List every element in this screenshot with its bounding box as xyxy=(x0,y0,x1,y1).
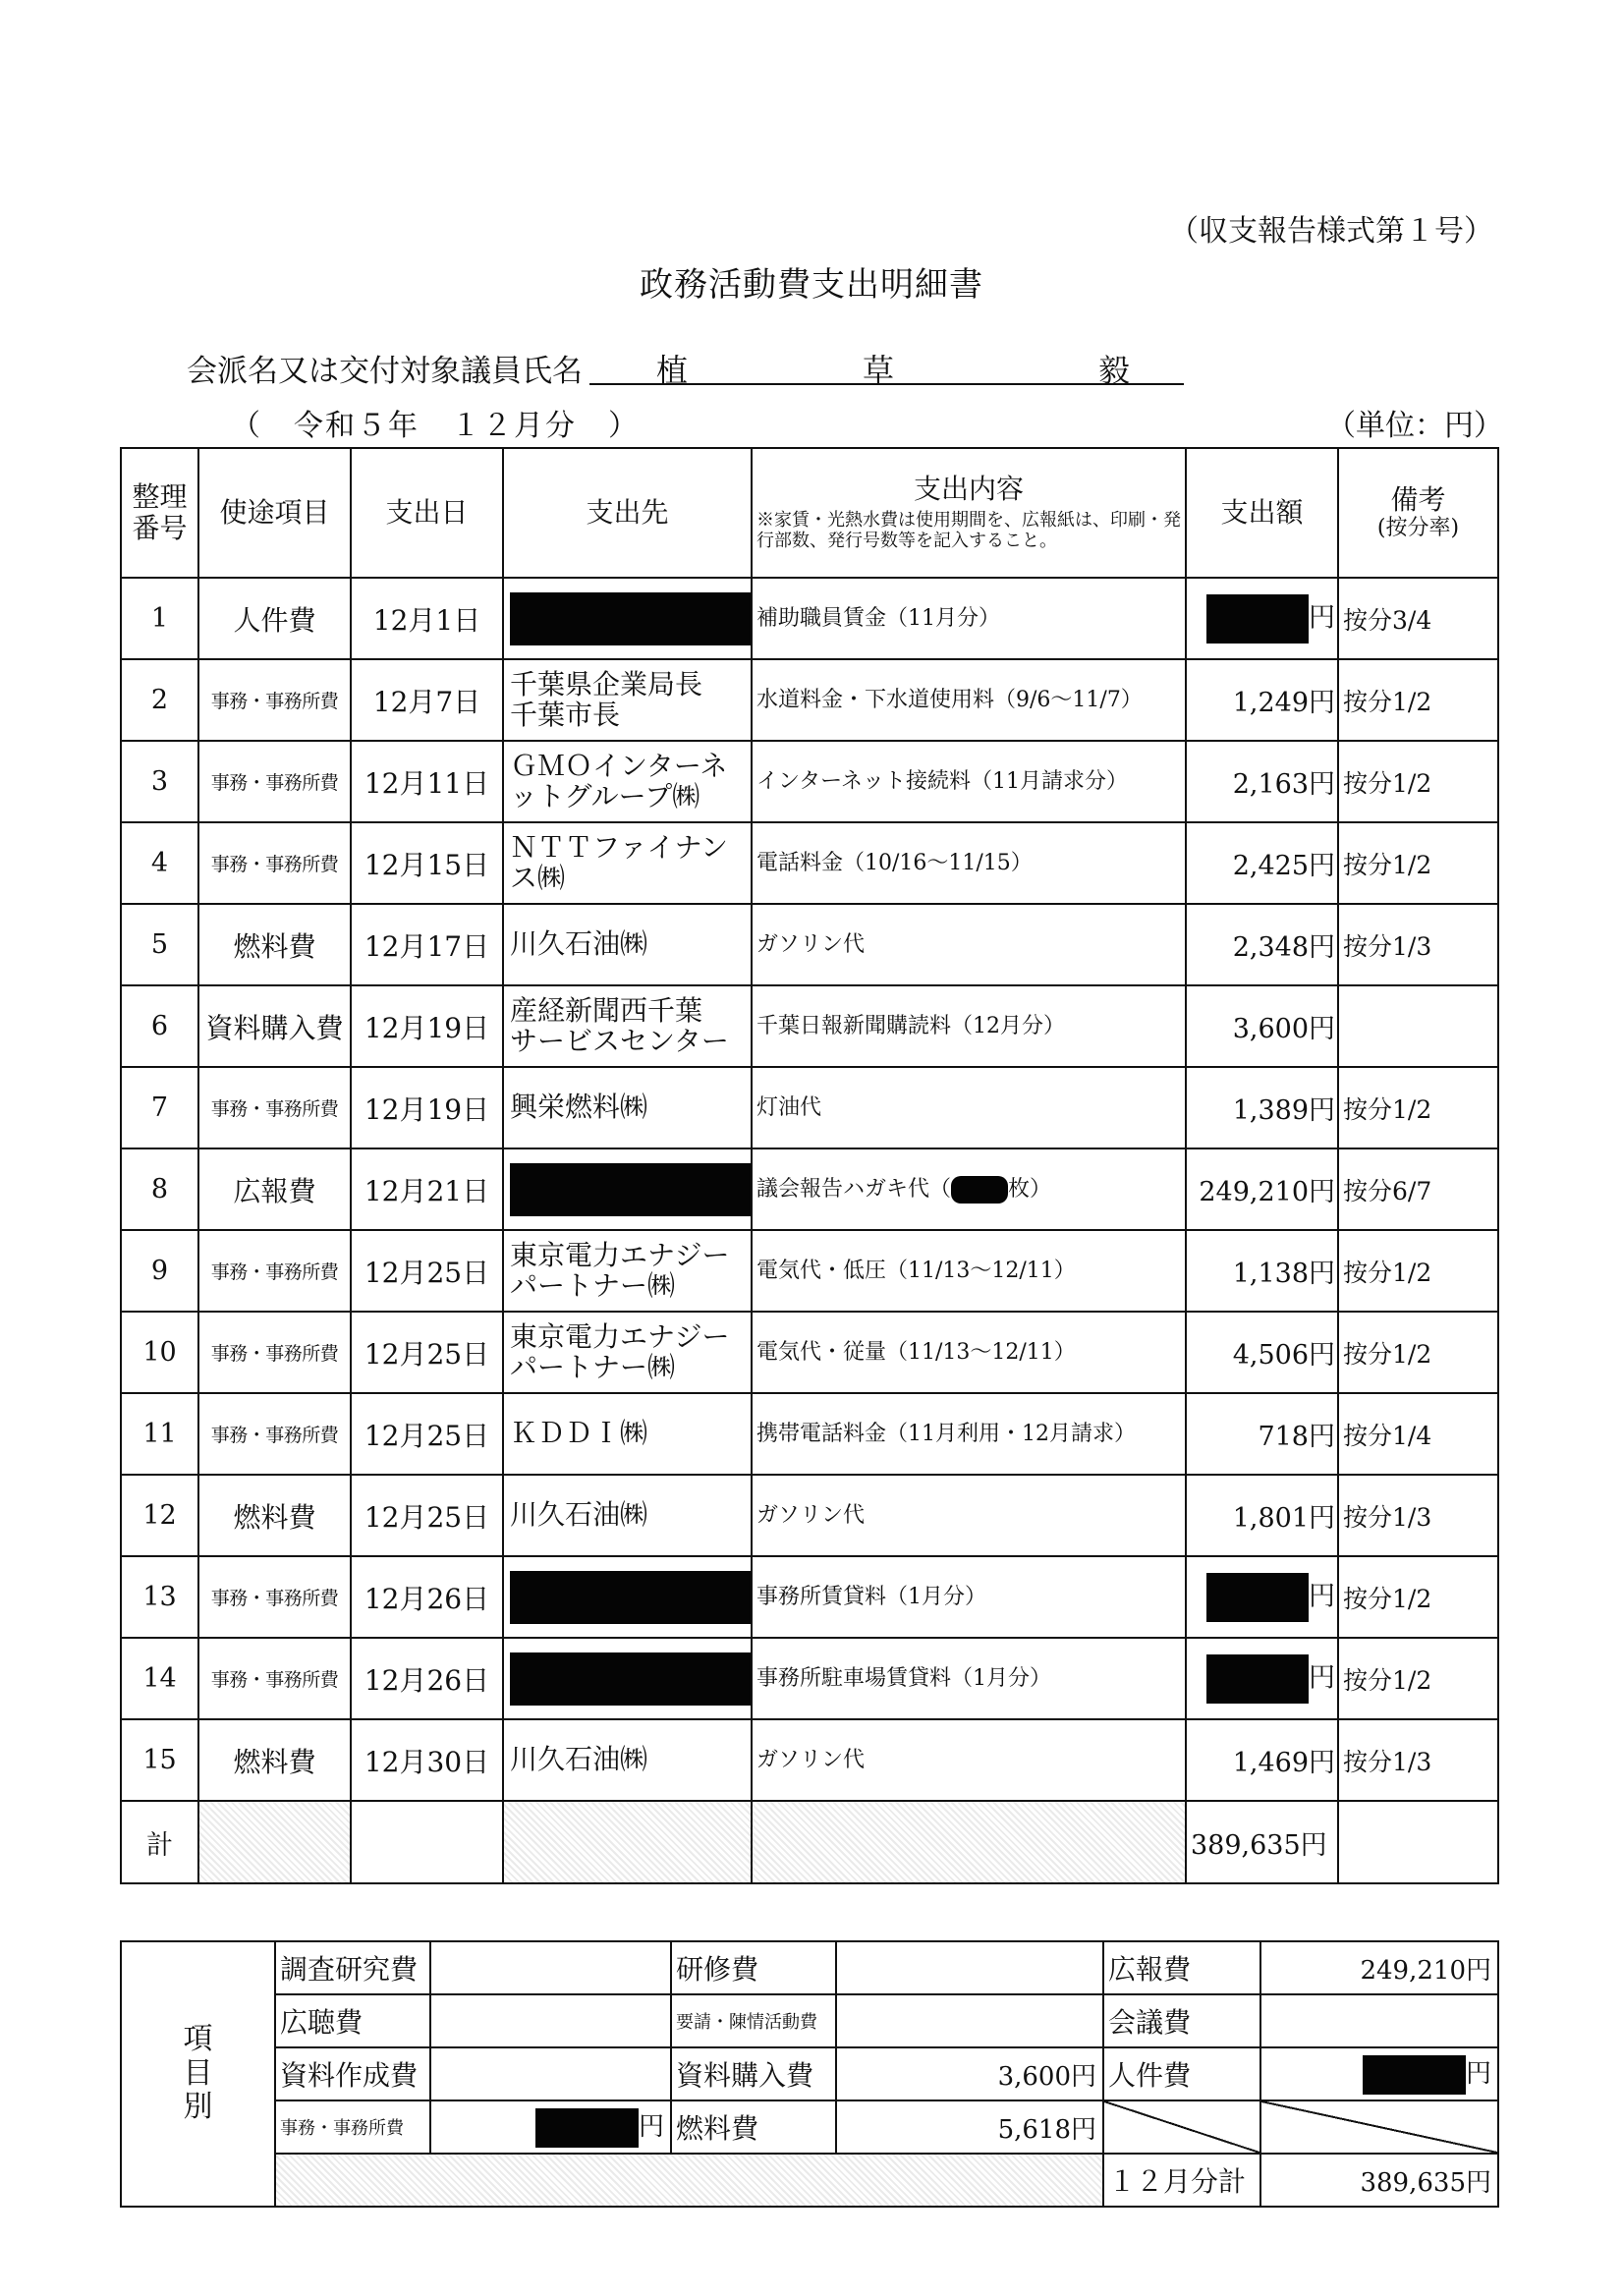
payee-text: 東京電力エナジー パートナー㈱ xyxy=(510,1319,730,1383)
summary-month-total-label: １２月分計 xyxy=(1103,2154,1260,2207)
header-amount: 支出額 xyxy=(1186,448,1338,578)
row-item: 事務・事務所費 xyxy=(198,741,351,822)
row-content xyxy=(752,1067,1186,1148)
amount-yen: 円 xyxy=(1309,851,1335,881)
summary-kaigi-value xyxy=(1260,1994,1498,2047)
amount-yen: 円 xyxy=(1309,1662,1335,1693)
content-text: 事務所駐車場賃貸料（1月分） xyxy=(756,1665,1051,1691)
row-amount xyxy=(1186,904,1338,985)
table-header-row xyxy=(121,448,1498,578)
row-remark: 按分1/3 xyxy=(1338,1719,1498,1801)
row-remark: 按分1/2 xyxy=(1338,1638,1498,1719)
row-payee xyxy=(503,741,752,822)
payee-text: ＮＴＴファイナンス㈱ xyxy=(510,830,729,894)
row-date: 12月25日 xyxy=(351,1230,503,1312)
summary-shiryo-sakusei-label: 資料作成費 xyxy=(275,2047,430,2100)
row-date: 12月30日 xyxy=(351,1719,503,1801)
table-row xyxy=(121,1719,1498,1801)
row-amount xyxy=(1186,985,1338,1067)
row-number: 7 xyxy=(121,1067,198,1148)
total-blank xyxy=(351,1801,503,1883)
row-amount xyxy=(1186,659,1338,741)
row-content xyxy=(752,578,1186,659)
row-amount xyxy=(1186,1067,1338,1148)
total-blank xyxy=(503,1801,752,1883)
total-blank xyxy=(1338,1801,1498,1883)
amount-value: 2,348 xyxy=(1232,932,1309,963)
table-row xyxy=(121,985,1498,1067)
header-remark-label: 備考 xyxy=(1390,483,1446,517)
row-number: 3 xyxy=(121,741,198,822)
row-remark: 按分1/3 xyxy=(1338,904,1498,985)
row-item: 事務・事務所費 xyxy=(198,1230,351,1312)
row-payee xyxy=(503,904,752,985)
row-number: 5 xyxy=(121,904,198,985)
amount-value: 2,163 xyxy=(1232,769,1309,800)
content-text: ガソリン代 xyxy=(756,931,866,957)
table-row xyxy=(121,741,1498,822)
row-content xyxy=(752,904,1186,985)
summary-kaigi-label: 会議費 xyxy=(1103,1994,1260,2047)
redaction-block xyxy=(1206,594,1309,644)
amount-yen: 円 xyxy=(1309,688,1335,718)
payee-text: 産経新聞西千葉 サービスセンター xyxy=(510,993,729,1057)
row-item: 事務・事務所費 xyxy=(198,659,351,741)
table-row xyxy=(121,1230,1498,1312)
amount-yen: 円 xyxy=(1309,1177,1335,1207)
row-number: 9 xyxy=(121,1230,198,1312)
row-amount xyxy=(1186,1148,1338,1230)
row-content xyxy=(752,1148,1186,1230)
row-number: 12 xyxy=(121,1475,198,1556)
row-date: 12月25日 xyxy=(351,1393,503,1475)
row-amount xyxy=(1186,578,1338,659)
header-remark-sub: (按分率) xyxy=(1376,516,1460,541)
row-content xyxy=(752,822,1186,904)
row-item: 事務・事務所費 xyxy=(198,1556,351,1638)
total-amount: 389,635円 xyxy=(1186,1801,1338,1883)
row-item: 事務・事務所費 xyxy=(198,1393,351,1475)
row-item: 資料購入費 xyxy=(198,985,351,1067)
row-date: 12月15日 xyxy=(351,822,503,904)
amount-value: 1,249 xyxy=(1232,688,1309,718)
summary-jimu-yen: 円 xyxy=(638,2112,664,2142)
row-date: 12月19日 xyxy=(351,985,503,1067)
row-payee xyxy=(503,1475,752,1556)
row-remark: 按分1/2 xyxy=(1338,1067,1498,1148)
summary-category-text: 項目別 xyxy=(183,2022,213,2125)
amount-value: 1,801 xyxy=(1232,1503,1309,1534)
content-text: 携帯電話料金（11月利用・12月請求） xyxy=(756,1421,1136,1446)
row-remark xyxy=(1338,985,1498,1067)
row-item: 広報費 xyxy=(198,1148,351,1230)
header-item: 使途項目 xyxy=(198,448,351,578)
header-content xyxy=(752,448,1186,578)
row-date: 12月1日 xyxy=(351,578,503,659)
table-row xyxy=(121,1148,1498,1230)
summary-shiryo-konyu-value: 3,600円 xyxy=(836,2047,1103,2100)
member-label: 会派名又は交付対象議員氏名 xyxy=(187,354,583,389)
redaction-block xyxy=(1363,2055,1466,2095)
row-date: 12月21日 xyxy=(351,1148,503,1230)
row-item: 燃料費 xyxy=(198,904,351,985)
row-amount xyxy=(1186,1230,1338,1312)
amount-yen: 円 xyxy=(1309,1014,1335,1044)
summary-yosei-value xyxy=(836,1994,1103,2047)
row-remark: 按分6/7 xyxy=(1338,1148,1498,1230)
expenditure-table xyxy=(120,447,1499,1884)
row-number: 1 xyxy=(121,578,198,659)
amount-yen: 円 xyxy=(1309,1259,1335,1289)
total-row xyxy=(121,1801,1498,1883)
redaction-block xyxy=(510,592,752,645)
member-name-char-3: 毅 xyxy=(1098,352,1131,389)
payee-text: 東京電力エナジー パートナー㈱ xyxy=(510,1238,730,1302)
row-remark: 按分1/2 xyxy=(1338,741,1498,822)
summary-jimu-label: 事務・事務所費 xyxy=(275,2100,430,2154)
redaction-block xyxy=(510,1163,752,1216)
row-content xyxy=(752,1230,1186,1312)
unit-label: （単位：円） xyxy=(1326,409,1503,443)
content-text: ガソリン代 xyxy=(756,1502,866,1528)
row-number: 10 xyxy=(121,1312,198,1393)
amount-value: 718 xyxy=(1258,1422,1309,1452)
row-content xyxy=(752,1556,1186,1638)
row-payee xyxy=(503,659,752,741)
member-name-char-2: 草 xyxy=(863,352,895,389)
row-payee xyxy=(503,1148,752,1230)
document-title: 政務活動費支出明細書 xyxy=(640,265,983,305)
redaction-block xyxy=(1206,1654,1309,1704)
content-post: 枚） xyxy=(1008,1176,1052,1202)
amount-yen: 円 xyxy=(1309,602,1335,633)
row-amount xyxy=(1186,741,1338,822)
row-number: 8 xyxy=(121,1148,198,1230)
row-date: 12月7日 xyxy=(351,659,503,741)
row-payee xyxy=(503,1393,752,1475)
amount-value: 4,506 xyxy=(1232,1340,1309,1371)
row-content xyxy=(752,1312,1186,1393)
row-payee xyxy=(503,1719,752,1801)
row-amount xyxy=(1186,1719,1338,1801)
header-remark xyxy=(1338,448,1498,578)
row-number: 15 xyxy=(121,1719,198,1801)
row-remark: 按分1/4 xyxy=(1338,1393,1498,1475)
row-date: 12月11日 xyxy=(351,741,503,822)
member-name-char-1: 植 xyxy=(656,352,689,389)
summary-jimu-value xyxy=(430,2100,671,2154)
row-item: 事務・事務所費 xyxy=(198,822,351,904)
summary-blank xyxy=(275,2154,1103,2207)
row-payee xyxy=(503,1312,752,1393)
row-item: 事務・事務所費 xyxy=(198,1638,351,1719)
row-payee xyxy=(503,1638,752,1719)
header-content-note: ※家賃・光熱水費は使用期間を、広報紙は、印刷・発行部数、発行号数等を記入すること。 xyxy=(756,509,1181,552)
summary-kocho-value xyxy=(430,1994,671,2047)
content-text: ガソリン代 xyxy=(756,1747,866,1772)
amount-value: 3,600 xyxy=(1232,1014,1309,1044)
table-row xyxy=(121,578,1498,659)
summary-koho-label: 広報費 xyxy=(1103,1941,1260,1994)
payee-text: 川久石油㈱ xyxy=(510,927,648,961)
row-amount xyxy=(1186,1475,1338,1556)
row-item: 事務・事務所費 xyxy=(198,1067,351,1148)
row-remark: 按分1/2 xyxy=(1338,822,1498,904)
row-payee xyxy=(503,578,752,659)
summary-kenshu-label: 研修費 xyxy=(671,1941,836,1994)
payee-text: 川久石油㈱ xyxy=(510,1743,648,1776)
header-payee: 支出先 xyxy=(503,448,752,578)
row-payee xyxy=(503,1230,752,1312)
payee-text: ＫＤＤＩ㈱ xyxy=(510,1417,648,1450)
row-date: 12月25日 xyxy=(351,1312,503,1393)
row-date: 12月19日 xyxy=(351,1067,503,1148)
content-text: 灯油代 xyxy=(756,1094,822,1120)
summary-table xyxy=(120,1940,1499,2208)
row-number: 4 xyxy=(121,822,198,904)
summary-yosei-label: 要請・陳情活動費 xyxy=(671,1994,836,2047)
row-number: 11 xyxy=(121,1393,198,1475)
content-text: 事務所賃貸料（1月分） xyxy=(756,1584,986,1609)
summary-shiryo-sakusei-value xyxy=(430,2047,671,2100)
summary-month-total-value: 389,635円 xyxy=(1260,2154,1498,2207)
content-text: インターネット接続料（11月請求分） xyxy=(756,768,1129,794)
amount-yen: 円 xyxy=(1309,1748,1335,1778)
content-pre: 議会報告ハガキ代（ xyxy=(756,1176,952,1202)
content-text: 電話料金（10/16～11/15） xyxy=(756,850,1033,875)
amount-yen: 円 xyxy=(1309,1340,1335,1371)
summary-category-label xyxy=(121,1941,275,2207)
header-no: 整理番号 xyxy=(121,448,198,578)
header-date: 支出日 xyxy=(351,448,503,578)
row-payee xyxy=(503,985,752,1067)
redaction-block xyxy=(510,1571,752,1624)
table-body xyxy=(121,578,1498,1801)
summary-chosa-value xyxy=(430,1941,671,1994)
summary-koho-value: 249,210円 xyxy=(1260,1941,1498,1994)
amount-yen: 円 xyxy=(1309,932,1335,963)
row-number: 14 xyxy=(121,1638,198,1719)
row-date: 12月17日 xyxy=(351,904,503,985)
row-amount xyxy=(1186,1312,1338,1393)
row-number: 6 xyxy=(121,985,198,1067)
content-text: 千葉日報新聞購読料（12月分） xyxy=(756,1013,1065,1038)
summary-jinken-value xyxy=(1260,2047,1498,2100)
amount-value: 249,210 xyxy=(1199,1177,1309,1207)
table-row xyxy=(121,1393,1498,1475)
row-amount xyxy=(1186,822,1338,904)
summary-jinken-yen: 円 xyxy=(1465,2059,1491,2089)
row-content xyxy=(752,741,1186,822)
summary-shiryo-konyu-label: 資料購入費 xyxy=(671,2047,836,2100)
row-number: 13 xyxy=(121,1556,198,1638)
payee-text: 千葉県企業局長 千葉市長 xyxy=(510,667,703,731)
redaction-block xyxy=(535,2108,639,2148)
row-remark: 按分3/4 xyxy=(1338,578,1498,659)
row-payee xyxy=(503,1556,752,1638)
row-content xyxy=(752,985,1186,1067)
table-row xyxy=(121,659,1498,741)
table-row xyxy=(121,1067,1498,1148)
row-item: 人件費 xyxy=(198,578,351,659)
total-blank xyxy=(198,1801,351,1883)
amount-value: 2,425 xyxy=(1232,851,1309,881)
total-label: 計 xyxy=(121,1801,198,1883)
row-amount xyxy=(1186,1556,1338,1638)
row-content xyxy=(752,1638,1186,1719)
redaction-block xyxy=(951,1176,1008,1204)
amount-value: 1,469 xyxy=(1232,1748,1309,1778)
row-item: 燃料費 xyxy=(198,1475,351,1556)
content-text: 水道料金・下水道使用料（9/6～11/7） xyxy=(756,687,1143,712)
summary-jinken-label: 人件費 xyxy=(1103,2047,1260,2100)
content-text: 電気代・従量（11/13～12/11） xyxy=(756,1339,1076,1365)
summary-kocho-label: 広聴費 xyxy=(275,1994,430,2047)
table-row xyxy=(121,1312,1498,1393)
row-content xyxy=(752,659,1186,741)
payee-text: 興栄燃料㈱ xyxy=(510,1091,648,1124)
row-number: 2 xyxy=(121,659,198,741)
amount-yen: 円 xyxy=(1309,1581,1335,1611)
row-date: 12月25日 xyxy=(351,1475,503,1556)
table-row xyxy=(121,822,1498,904)
summary-kenshu-value xyxy=(836,1941,1103,1994)
row-amount xyxy=(1186,1393,1338,1475)
summary-diagonal-blank xyxy=(1260,2100,1498,2154)
table-row xyxy=(121,1638,1498,1719)
amount-yen: 円 xyxy=(1309,1095,1335,1126)
row-remark: 按分1/2 xyxy=(1338,1312,1498,1393)
amount-yen: 円 xyxy=(1309,1503,1335,1534)
summary-chosa-label: 調査研究費 xyxy=(275,1941,430,1994)
row-date: 12月26日 xyxy=(351,1556,503,1638)
row-amount xyxy=(1186,1638,1338,1719)
reporting-period: （ 令和５年 １２月分 ） xyxy=(231,409,640,443)
table-row xyxy=(121,1475,1498,1556)
row-content xyxy=(752,1719,1186,1801)
summary-diagonal-blank xyxy=(1103,2100,1260,2154)
row-item: 燃料費 xyxy=(198,1719,351,1801)
row-remark: 按分1/2 xyxy=(1338,659,1498,741)
amount-yen: 円 xyxy=(1309,1422,1335,1452)
amount-value: 1,389 xyxy=(1232,1095,1309,1126)
summary-nenryo-value: 5,618円 xyxy=(836,2100,1103,2154)
table-row xyxy=(121,1556,1498,1638)
table-row xyxy=(121,904,1498,985)
row-remark: 按分1/2 xyxy=(1338,1230,1498,1312)
row-content xyxy=(752,1393,1186,1475)
row-content xyxy=(752,1475,1186,1556)
payee-text: ＧＭＯインターネットグループ㈱ xyxy=(510,749,728,812)
content-text: 補助職員賃金（11月分） xyxy=(756,605,1000,631)
content-text: 電気代・低圧（11/13～12/11） xyxy=(756,1258,1076,1283)
amount-value: 1,138 xyxy=(1232,1259,1309,1289)
row-date: 12月26日 xyxy=(351,1638,503,1719)
row-item: 事務・事務所費 xyxy=(198,1312,351,1393)
row-remark: 按分1/3 xyxy=(1338,1475,1498,1556)
header-content-label: 支出内容 xyxy=(913,473,1024,506)
total-blank xyxy=(752,1801,1186,1883)
amount-yen: 円 xyxy=(1309,769,1335,800)
row-payee xyxy=(503,822,752,904)
row-payee xyxy=(503,1067,752,1148)
form-number: （収支報告様式第１号） xyxy=(1169,214,1493,249)
summary-nenryo-label: 燃料費 xyxy=(671,2100,836,2154)
row-remark: 按分1/2 xyxy=(1338,1556,1498,1638)
redaction-block xyxy=(510,1652,752,1706)
redaction-block xyxy=(1206,1573,1309,1622)
payee-text: 川久石油㈱ xyxy=(510,1498,648,1532)
